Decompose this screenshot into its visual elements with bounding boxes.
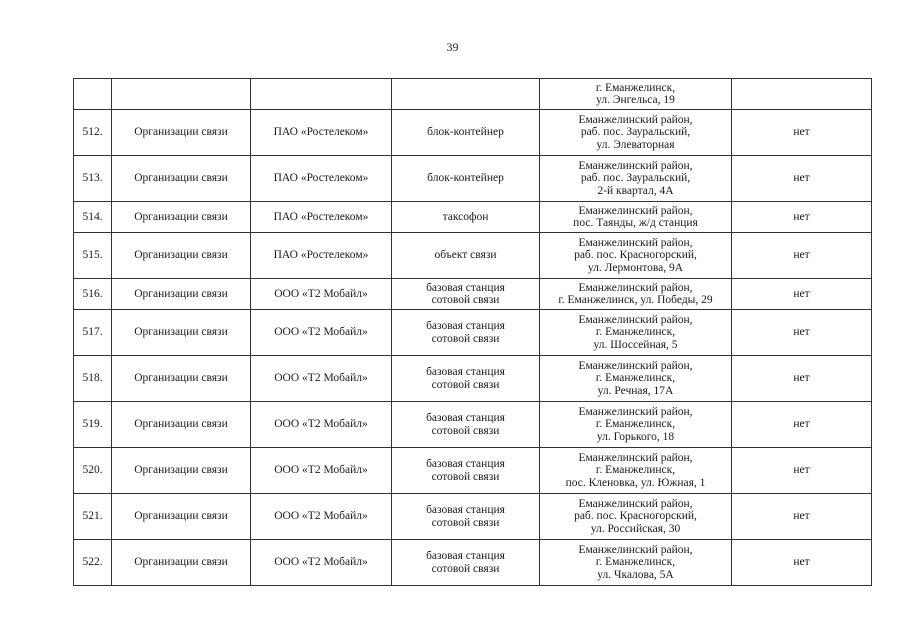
status-cell: нет bbox=[732, 540, 872, 586]
address-cell-line: пос. Кленовка, ул. Южная, 1 bbox=[565, 476, 706, 489]
row-number-cell: 516. bbox=[74, 279, 112, 310]
status-cell: нет bbox=[732, 448, 872, 494]
address-cell-line: Еманжелинский район, bbox=[578, 281, 693, 294]
address-cell bbox=[540, 110, 732, 156]
address-cell-line: раб. пос. Красногорский, bbox=[574, 249, 697, 262]
address-cell bbox=[540, 233, 732, 279]
owner-cell: ООО «Т2 Мобайл» bbox=[251, 540, 392, 586]
table-row bbox=[74, 79, 872, 110]
owner-cell: ООО «Т2 Мобайл» bbox=[251, 356, 392, 402]
row-number-cell: 514. bbox=[74, 202, 112, 233]
object-type-cell-line: сотовой связи bbox=[431, 470, 500, 483]
table-row bbox=[74, 494, 872, 540]
address-cell-line: г. Еманжелинск, bbox=[595, 464, 676, 477]
object-type-cell bbox=[392, 494, 540, 540]
row-number-cell bbox=[74, 79, 112, 110]
object-type-cell-line: сотовой связи bbox=[431, 424, 500, 437]
table-row bbox=[74, 202, 872, 233]
page-number: 39 bbox=[446, 40, 459, 54]
sector-cell: Организации связи bbox=[112, 156, 251, 202]
row-number-cell: 515. bbox=[74, 233, 112, 279]
object-type-cell bbox=[392, 448, 540, 494]
status-cell: нет bbox=[732, 156, 872, 202]
address-cell bbox=[540, 156, 732, 202]
object-type-cell-line: сотовой связи bbox=[431, 562, 500, 575]
address-cell-line: г. Еманжелинск, bbox=[595, 81, 676, 94]
address-cell-line: ул. Горького, 18 bbox=[596, 430, 675, 443]
row-number-cell: 518. bbox=[74, 356, 112, 402]
owner-cell: ПАО «Ростелеком» bbox=[251, 233, 392, 279]
row-number-cell: 519. bbox=[74, 402, 112, 448]
object-type-cell bbox=[392, 402, 540, 448]
address-cell-line: ул. Российская, 30 bbox=[590, 522, 681, 535]
owner-cell: ПАО «Ростелеком» bbox=[251, 202, 392, 233]
address-cell-line: г. Еманжелинск, ул. Победы, 29 bbox=[558, 294, 713, 306]
object-type-cell-line: базовая станция bbox=[426, 320, 505, 332]
object-type-cell bbox=[392, 310, 540, 356]
table-row bbox=[74, 356, 872, 402]
status-cell: нет bbox=[732, 402, 872, 448]
object-type-cell bbox=[392, 356, 540, 402]
sector-cell: Организации связи bbox=[112, 540, 251, 586]
object-type-cell-line: сотовой связи bbox=[431, 294, 500, 306]
status-cell: нет bbox=[732, 494, 872, 540]
status-cell: нет bbox=[732, 310, 872, 356]
address-cell-line: Еманжелинский район, bbox=[578, 497, 693, 510]
address-cell-line: раб. пос. Зауральский, bbox=[580, 126, 691, 139]
registry-table-body bbox=[74, 79, 872, 586]
owner-cell: ООО «Т2 Мобайл» bbox=[251, 402, 392, 448]
address-cell bbox=[540, 448, 732, 494]
table-row bbox=[74, 110, 872, 156]
owner-cell: ООО «Т2 Мобайл» bbox=[251, 310, 392, 356]
owner-cell: ПАО «Ростелеком» bbox=[251, 156, 392, 202]
object-type-cell bbox=[392, 110, 540, 156]
object-type-cell-line: блок-контейнер bbox=[427, 126, 504, 139]
address-cell bbox=[540, 79, 732, 110]
row-number-cell: 512. bbox=[74, 110, 112, 156]
owner-cell bbox=[251, 79, 392, 110]
table-row bbox=[74, 156, 872, 202]
sector-cell: Организации связи bbox=[112, 494, 251, 540]
registry-table bbox=[73, 78, 872, 586]
object-type-cell-line: сотовой связи bbox=[431, 332, 500, 345]
address-cell-line: ул. Чкалова, 5А bbox=[597, 568, 674, 581]
address-cell-line: ул. Элеваторная bbox=[596, 138, 675, 151]
address-cell bbox=[540, 279, 732, 310]
address-cell bbox=[540, 540, 732, 586]
object-type-cell bbox=[392, 233, 540, 279]
owner-cell: ООО «Т2 Мобайл» bbox=[251, 494, 392, 540]
sector-cell: Организации связи bbox=[112, 448, 251, 494]
status-cell: нет bbox=[732, 202, 872, 233]
object-type-cell-line: базовая станция bbox=[426, 504, 505, 516]
sector-cell: Организации связи bbox=[112, 233, 251, 279]
address-cell-line: Еманжелинский район, bbox=[578, 204, 693, 217]
address-cell-line: ул. Шоссейная, 5 bbox=[593, 338, 678, 351]
object-type-cell-line: таксофон bbox=[442, 210, 489, 223]
object-type-cell-line: базовая станция bbox=[426, 366, 505, 378]
address-cell-line: раб. пос. Красногорский, bbox=[574, 510, 697, 523]
status-cell: нет bbox=[732, 279, 872, 310]
owner-cell: ПАО «Ростелеком» bbox=[251, 110, 392, 156]
object-type-cell-line: базовая станция bbox=[426, 550, 505, 562]
address-cell bbox=[540, 202, 732, 233]
object-type-cell-line: базовая станция bbox=[426, 412, 505, 424]
owner-cell: ООО «Т2 Мобайл» bbox=[251, 448, 392, 494]
owner-cell: ООО «Т2 Мобайл» bbox=[251, 279, 392, 310]
object-type-cell-line: объект связи bbox=[434, 249, 497, 262]
address-cell bbox=[540, 356, 732, 402]
object-type-cell-line: блок-контейнер bbox=[427, 172, 504, 185]
object-type-cell bbox=[392, 540, 540, 586]
sector-cell bbox=[112, 79, 251, 110]
row-number-cell: 521. bbox=[74, 494, 112, 540]
row-number-cell: 517. bbox=[74, 310, 112, 356]
sector-cell: Организации связи bbox=[112, 310, 251, 356]
object-type-cell bbox=[392, 79, 540, 110]
sector-cell: Организации связи bbox=[112, 356, 251, 402]
sector-cell: Организации связи bbox=[112, 202, 251, 233]
object-type-cell-line: сотовой связи bbox=[431, 516, 500, 529]
address-cell-line: Еманжелинский район, bbox=[578, 236, 693, 249]
sector-cell: Организации связи bbox=[112, 110, 251, 156]
status-cell bbox=[732, 79, 872, 110]
address-cell-line: 2-й квартал, 4А bbox=[597, 184, 674, 197]
address-cell-line: ул. Энгельса, 19 bbox=[596, 94, 675, 106]
table-row bbox=[74, 540, 872, 586]
address-cell-line: Еманжелинский район, bbox=[578, 313, 693, 326]
object-type-cell-line: сотовой связи bbox=[431, 378, 500, 391]
sector-cell: Организации связи bbox=[112, 402, 251, 448]
status-cell: нет bbox=[732, 356, 872, 402]
object-type-cell-line: базовая станция bbox=[426, 281, 505, 294]
table-row bbox=[74, 448, 872, 494]
address-cell-line: Еманжелинский район, bbox=[578, 359, 693, 372]
address-cell-line: г. Еманжелинск, bbox=[595, 372, 676, 385]
address-cell-line: ул. Речная, 17А bbox=[597, 384, 674, 397]
status-cell: нет bbox=[732, 110, 872, 156]
address-cell bbox=[540, 402, 732, 448]
address-cell bbox=[540, 310, 732, 356]
address-cell-line: Еманжелинский район, bbox=[578, 543, 693, 556]
table-row bbox=[74, 279, 872, 310]
table-row bbox=[74, 310, 872, 356]
object-type-cell-line: базовая станция bbox=[426, 458, 505, 470]
address-cell-line: Еманжелинский район, bbox=[578, 451, 693, 464]
row-number-cell: 520. bbox=[74, 448, 112, 494]
address-cell-line: раб. пос. Зауральский, bbox=[580, 172, 691, 185]
table-row bbox=[74, 233, 872, 279]
row-number-cell: 513. bbox=[74, 156, 112, 202]
object-type-cell bbox=[392, 156, 540, 202]
address-cell-line: г. Еманжелинск, bbox=[595, 418, 676, 431]
table-row bbox=[74, 402, 872, 448]
address-cell-line: пос. Таянды, ж/д станция bbox=[573, 217, 698, 229]
address-cell-line: Еманжелинский район, bbox=[578, 113, 693, 126]
object-type-cell bbox=[392, 202, 540, 233]
object-type-cell bbox=[392, 279, 540, 310]
sector-cell: Организации связи bbox=[112, 279, 251, 310]
address-cell bbox=[540, 494, 732, 540]
address-cell-line: г. Еманжелинск, bbox=[595, 556, 676, 569]
address-cell-line: Еманжелинский район, bbox=[578, 159, 693, 172]
address-cell-line: г. Еманжелинск, bbox=[595, 326, 676, 339]
row-number-cell: 522. bbox=[74, 540, 112, 586]
status-cell: нет bbox=[732, 233, 872, 279]
address-cell-line: Еманжелинский район, bbox=[578, 405, 693, 418]
address-cell-line: ул. Лермонтова, 9А bbox=[587, 261, 684, 274]
